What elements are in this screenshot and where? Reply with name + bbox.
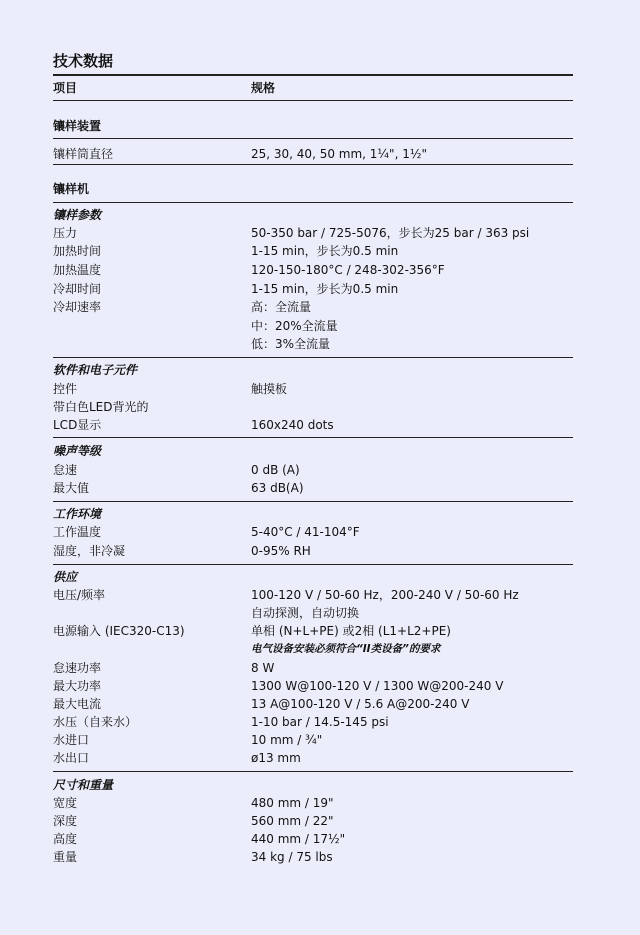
- row-value: 1-10 bar / 14.5-145 psi: [251, 715, 389, 729]
- header-item: 项目: [53, 81, 78, 95]
- section-heading: 镶样机: [53, 182, 90, 196]
- section-heading: 镶样参数: [53, 208, 102, 222]
- row-label: 水出口: [53, 751, 90, 765]
- row-label: 最大电流: [53, 697, 102, 711]
- row-label: 镶样筒直径: [53, 147, 114, 161]
- row-label: 电压/频率: [53, 588, 106, 602]
- row-label: 最大值: [53, 481, 90, 495]
- row-value: 480 mm / 19": [251, 796, 334, 810]
- row-value: ø13 mm: [251, 751, 301, 765]
- row-value: 100-120 V / 50-60 Hz，200-240 V / 50-60 Hz: [251, 588, 519, 602]
- row-value: 1-15 min，步长为0.5 min: [251, 282, 399, 296]
- row-label: 加热温度: [53, 263, 102, 277]
- row-value: 13 A@100-120 V / 5.6 A@200-240 V: [251, 697, 470, 711]
- row-label: 电源输入 (IEC320-C13): [53, 624, 185, 638]
- row-label: 控件: [53, 382, 78, 396]
- row-label: 冷却时间: [53, 282, 102, 296]
- row-label: 压力: [53, 226, 78, 240]
- row-value: 0 dB (A): [251, 463, 300, 477]
- row-value: 50-350 bar / 725-5076，步长为25 bar / 363 psi: [251, 226, 530, 240]
- row-value: 单相 (N+L+PE) 或2相 (L1+L2+PE): [251, 624, 451, 638]
- row-value: 1-15 min，步长为0.5 min: [251, 244, 399, 258]
- row-value: 1300 W@100-120 V / 1300 W@200-240 V: [251, 679, 504, 693]
- divider: [53, 771, 573, 772]
- divider: [53, 437, 573, 438]
- section-heading: 工作环境: [53, 507, 102, 521]
- row-label: 加热时间: [53, 244, 102, 258]
- row-label: 高度: [53, 832, 78, 846]
- row-label: 最大功率: [53, 679, 102, 693]
- section-heading: 尺寸和重量: [53, 778, 114, 792]
- row-value: 560 mm / 22": [251, 814, 334, 828]
- divider: [53, 138, 573, 139]
- row-value: 25, 30, 40, 50 mm, 1¼", 1½": [251, 147, 427, 161]
- row-value: 触摸板: [251, 382, 288, 396]
- row-value: 63 dB(A): [251, 481, 304, 495]
- row-value: 120-150-180°C / 248-302-356°F: [251, 263, 445, 277]
- section-heading: 供应: [53, 570, 78, 584]
- section-heading: 噪声等级: [53, 444, 102, 458]
- row-value: 160x240 dots: [251, 418, 334, 432]
- row-value: 8 W: [251, 661, 275, 675]
- row-value: 自动探测，自动切换: [251, 606, 360, 620]
- divider: [53, 202, 573, 203]
- header-spec: 规格: [251, 81, 276, 95]
- row-label: 重量: [53, 850, 78, 864]
- row-label: 怠速功率: [53, 661, 102, 675]
- row-value: 0-95% RH: [251, 544, 311, 558]
- row-value: 5-40°C / 41-104°F: [251, 525, 360, 539]
- row-value: 低：3%全流量: [251, 337, 331, 351]
- row-label: 怠速: [53, 463, 78, 477]
- row-label: 工作温度: [53, 525, 102, 539]
- divider: [53, 357, 573, 358]
- section-heading: 软件和电子元件: [53, 363, 138, 377]
- row-label: 宽度: [53, 796, 78, 810]
- row-note: 电气设备安装必须符合“II类设备”的要求: [251, 643, 441, 655]
- divider: [53, 564, 573, 565]
- section-heading: 镶样装置: [53, 119, 102, 133]
- row-value: 440 mm / 17½": [251, 832, 346, 846]
- divider: [53, 501, 573, 502]
- row-value: 10 mm / ¾": [251, 733, 323, 747]
- row-label: 水进口: [53, 733, 90, 747]
- divider: [53, 164, 573, 165]
- row-label: LCD显示: [53, 418, 102, 432]
- row-value: 34 kg / 75 lbs: [251, 850, 333, 864]
- row-label: 冷却速率: [53, 300, 102, 314]
- row-label: 带白色LED背光的: [53, 400, 149, 414]
- row-label: 水压（自来水）: [53, 715, 138, 729]
- row-label: 深度: [53, 814, 78, 828]
- divider: [53, 100, 573, 101]
- divider: [53, 74, 573, 76]
- row-label: 湿度，非冷凝: [53, 544, 126, 558]
- row-value: 中：20%全流量: [251, 319, 338, 333]
- row-value: 高：全流量: [251, 300, 312, 314]
- page-title: 技术数据: [53, 52, 114, 70]
